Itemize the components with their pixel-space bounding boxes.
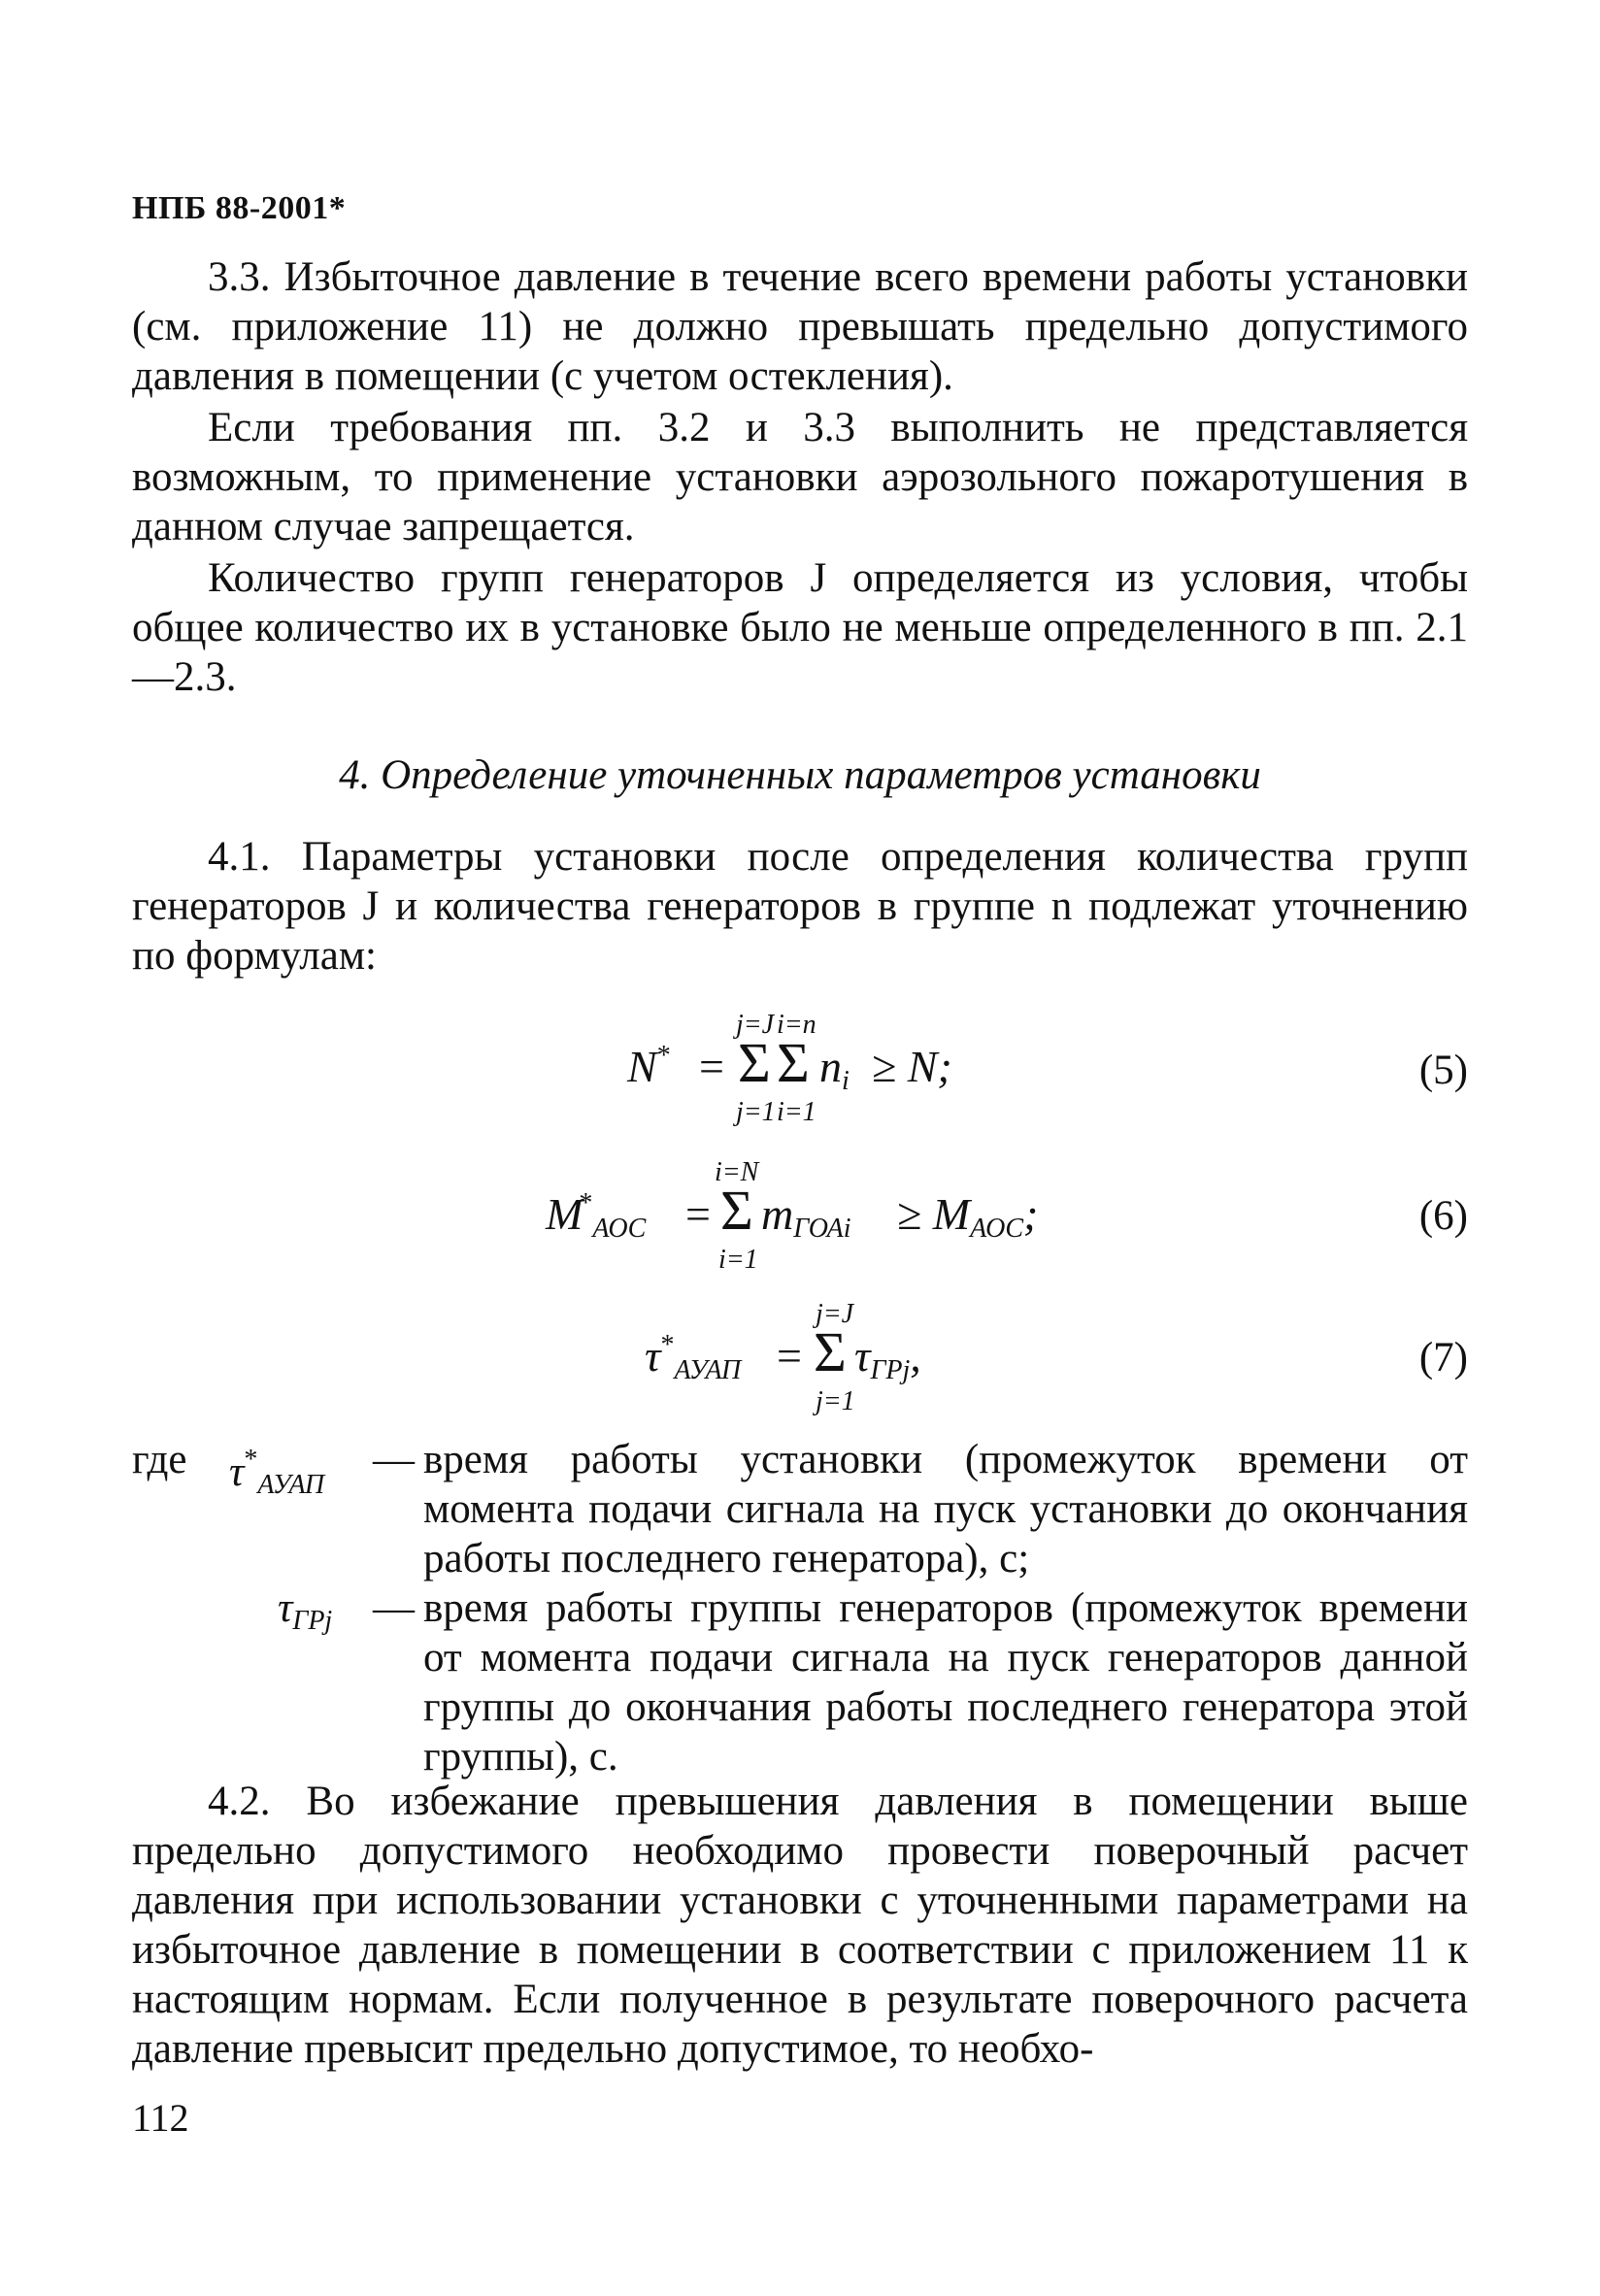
paragraph-4-2: 4.2. Во избежание превышения давления в помещении выше предельно допустимого необходимо провести поверочный расчет давления при использовании установки с уточненными параметрами на избыточное давление в помещении в соответствии с приложением 11 к настоящим нормам. Если полученное в результате поверочного расчета давление превысит предельно допустимое, то необхо-	[132, 1779, 1468, 2072]
equation-number-7: (7)	[1418, 1335, 1468, 1381]
sigma-symbol: Σ	[814, 1320, 847, 1383]
definitions-list	[132, 1435, 1468, 1781]
formula-5-rhs: ≥ N;	[872, 1042, 952, 1091]
sigma-symbol: Σ	[777, 1031, 810, 1094]
definition-symbol: $\tau^*_{АУАП}$	[229, 1445, 325, 1500]
formula-7-upper: j=J	[816, 1299, 854, 1329]
page-number: 112	[132, 2096, 189, 2140]
equation-number-5: (5)	[1418, 1048, 1468, 1093]
definition-where-label: где	[132, 1437, 187, 1482]
sigma-symbol: Σ	[738, 1031, 771, 1094]
formula-7-lower: j=1	[816, 1386, 855, 1416]
definition-tau-grj: $\tau_{ГРj}$ — время работы группы генераторов (промежуток времени от момента подачи сигнала на пуск генераторов данной группы до окончания работы последнего генератора этой группы), с.	[278, 1585, 1468, 1780]
definition-text: время работы установки (промежуток времени от момента подачи сигнала на пуск установки до окончания работы последнего генератора), с;	[423, 1437, 1468, 1581]
definition-tau-auap: где $\tau^*_{АУАП}$ — время работы установки (промежуток времени от момента подачи сигнала на пуск установки до окончания работы последнего генератора), с;	[132, 1437, 1468, 1581]
formula-7: $\tau^*_{АУАП}$ = j=J Σ j=1 $\tau_{ГРj}$,	[645, 1299, 921, 1416]
formula-5-upper-i: i=n	[777, 1010, 817, 1040]
paragraph-3-3: 3.3. Избыточное давление в течение всего времени работы установки (см. приложение 11) не должно превышать предельно допустимого давления в помещении (с учетом остекления).	[132, 254, 1468, 399]
equation-number-6: (6)	[1418, 1193, 1468, 1239]
formula-6-lower: i=1	[718, 1245, 758, 1275]
definition-text: время работы группы генераторов (промежуток времени от момента подачи сигнала на пуск генераторов данной группы до окончания работы последнего генератора этой группы), с.	[423, 1585, 1468, 1780]
formula-5-upper-j: j=J	[736, 1010, 775, 1040]
section-heading: 4. Определение уточненных параметров установки	[339, 752, 1261, 798]
definition-symbol: $\tau_{ГРj}$	[278, 1585, 333, 1636]
formula-5-lower-i: i=1	[777, 1097, 817, 1127]
formula-7-lhs: τ	[645, 1331, 661, 1381]
formula-5-lower-j: j=1	[736, 1097, 776, 1127]
formula-6: $M^*_{АОС}$ = i=N Σ i=1 $m_{ГОАi}$ ≥ $M_{АОС}$;	[546, 1157, 1039, 1275]
paragraph-requirements: Если требования пп. 3.2 и 3.3 выполнить не представляется возможным, то применение установки аэрозольного пожаротушения в данном случае запрещается.	[132, 405, 1468, 549]
formula-5-lhs: N	[627, 1042, 657, 1091]
paragraph-group-count: Количество групп генераторов J определяется из условия, чтобы общее количество их в установке было не меньше определенного в пп. 2.1—2.3.	[132, 555, 1468, 700]
formula-6-upper: i=N	[715, 1157, 759, 1187]
formula-6-lhs: M	[546, 1189, 583, 1239]
sigma-symbol: Σ	[720, 1179, 753, 1242]
paragraph-4-1: 4.1. Параметры установки после определения количества групп генераторов J и количества генераторов в группе n подлежат уточнению по формулам:	[132, 834, 1468, 979]
document-header: НПБ 88-2001*	[132, 190, 347, 226]
formula-5: N* = j=J i=n Σ Σ j=1 i=1 $n_i$ ≥ N;	[627, 1010, 952, 1127]
